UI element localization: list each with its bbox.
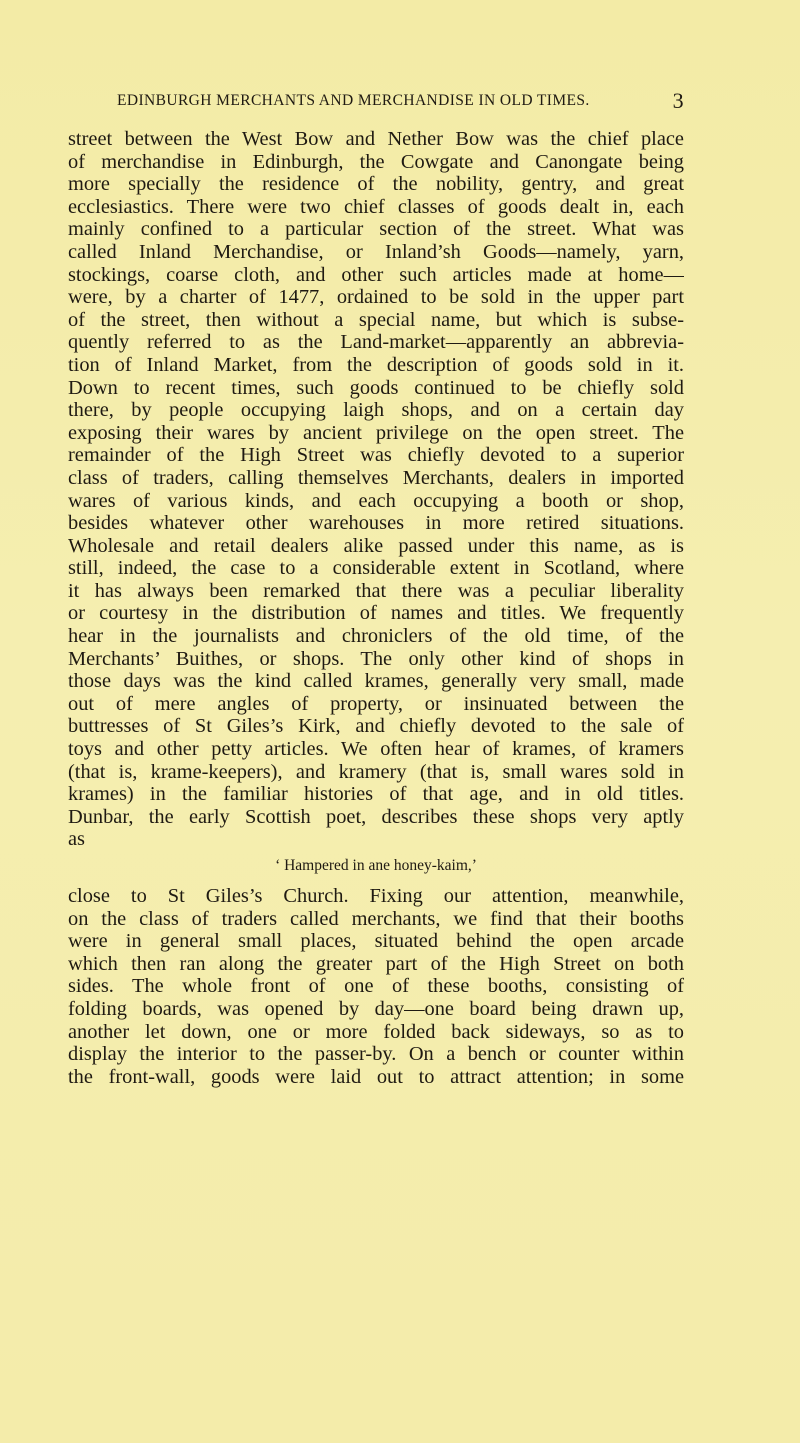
text-line: quently referred to as the Land-market—apparently an abbrevia- xyxy=(68,331,684,354)
text-line: buttresses of St Giles’s Kirk, and chiefly devoted to the sale of xyxy=(68,715,684,738)
text-line: it has always been remarked that there was a peculiar liberality xyxy=(68,579,684,602)
text-line: the front-wall, goods were laid out to attract attention; in some xyxy=(68,1065,684,1088)
text-line: tion of Inland Market, from the description of goods sold in it. xyxy=(68,353,684,376)
text-line: were in general small places, situated behind the open arcade xyxy=(68,930,684,953)
text-line: close to St Giles’s Church. Fixing our attention, meanwhile, xyxy=(68,885,684,907)
text-line: still, indeed, the case to a considerable extent in Scotland, where xyxy=(68,557,684,580)
text-line: sides. The whole front of one of these booths, consisting of xyxy=(68,975,684,998)
text-line: out of mere angles of property, or insinuated between the xyxy=(68,692,684,715)
text-line: on the class of traders called merchants, we find that their booths xyxy=(68,907,684,930)
text-line: which then ran along the greater part of the High Street on both xyxy=(68,952,684,975)
text-line: another let down, one or more folded back sideways, so as to xyxy=(68,1020,684,1043)
text-line: hear in the journalists and chroniclers of the old time, of the xyxy=(68,625,684,648)
text-line: or courtesy in the distribution of names and titles. We frequently xyxy=(68,602,684,625)
text-line: more specially the residence of the nobility, gentry, and great xyxy=(68,173,684,196)
text-line: there, by people occupying laigh shops, and on a certain day xyxy=(68,399,684,422)
text-line: display the interior to the passer-by. On a bench or counter within xyxy=(68,1043,684,1066)
text-line: were, by a charter of 1477, ordained to be sold in the upper part xyxy=(68,286,684,309)
text-line: of the street, then without a special name, but which is subse- xyxy=(68,308,684,331)
text-line: Down to recent times, such goods continued to be chiefly sold xyxy=(68,376,684,399)
text-line: street between the West Bow and Nether Bow was the chief place xyxy=(68,128,684,150)
text-line: toys and other petty articles. We often hear of krames, of kramers xyxy=(68,738,684,761)
text-line: Wholesale and retail dealers alike passed under this name, as is xyxy=(68,534,684,557)
text-line: exposing their wares by ancient privilege on the open street. The xyxy=(68,421,684,444)
text-line: (that is, krame-keepers), and kramery (that is, small wares sold in xyxy=(68,760,684,783)
text-line: krames) in the familiar histories of that age, and in old titles. xyxy=(68,783,684,806)
text-line: class of traders, calling themselves Merchants, dealers in imported xyxy=(68,466,684,489)
page-number: 3 xyxy=(672,88,684,113)
text-line: called Inland Merchandise, or Inland’sh Goods—namely, yarn, xyxy=(68,240,684,263)
text-line: remainder of the High Street was chiefly devoted to a superior xyxy=(68,444,684,467)
verse-quote: ‘ Hampered in ane honey-kaim,’ xyxy=(275,857,477,874)
text-line: Merchants’ Buithes, or shops. The only other kind of shops in xyxy=(68,647,684,670)
text-line: besides whatever other warehouses in more retired situations. xyxy=(68,512,684,535)
text-line: wares of various kinds, and each occupying a booth or shop, xyxy=(68,489,684,512)
text-line: mainly confined to a particular section of the street. What was xyxy=(68,218,684,241)
text-line: stockings, coarse cloth, and other such articles made at home— xyxy=(68,263,684,286)
text-line: Dunbar, the early Scottish poet, describes these shops very aptly xyxy=(68,805,684,828)
text-line: of merchandise in Edinburgh, the Cowgate and Canongate being xyxy=(68,150,684,173)
running-title: EDINBURGH MERCHANTS AND MERCHANDISE IN OLD TIMES. xyxy=(117,92,590,109)
text-line: folding boards, was opened by day—one board being drawn up, xyxy=(68,997,684,1020)
body-text xyxy=(68,128,684,1088)
text-line: those days was the kind called krames, generally very small, made xyxy=(68,670,684,693)
text-line: as xyxy=(68,828,85,851)
running-head xyxy=(117,88,684,114)
text-line: ecclesiastics. There were two chief classes of goods dealt in, each xyxy=(68,195,684,218)
